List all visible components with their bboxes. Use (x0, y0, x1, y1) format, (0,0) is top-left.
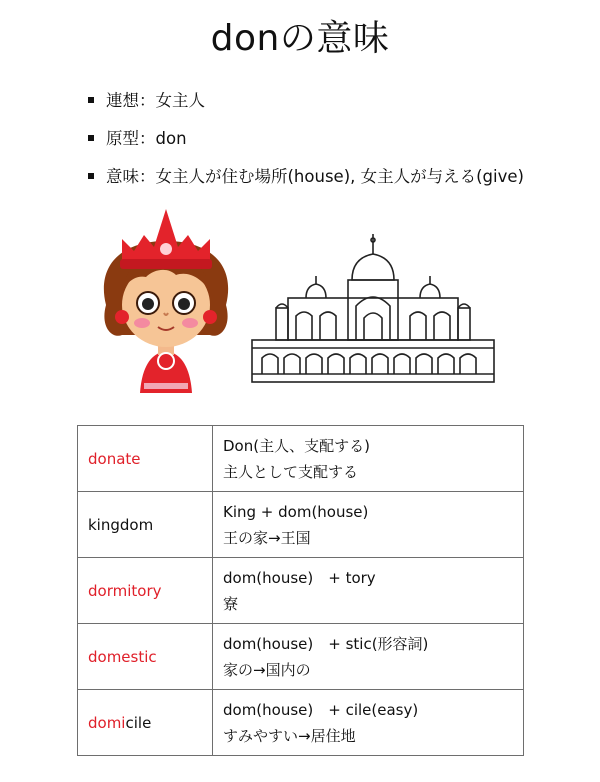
word-cell (78, 690, 213, 756)
word-cell (78, 624, 213, 690)
word-rest: cile (125, 713, 152, 732)
word-highlight: dormitory (88, 581, 162, 600)
meaning-line: 家の→国内の (223, 660, 311, 679)
meaning-line: すみやすい→居住地 (223, 726, 356, 745)
bullet-label: 原型： (106, 129, 156, 148)
word-highlight: donate (88, 449, 141, 468)
etymology-line: King + dom(house) (223, 502, 369, 521)
page-title: donの意味 (210, 18, 390, 59)
bullet-label: 意味： (106, 167, 156, 186)
etymology-line: dom(house) + tory (223, 568, 376, 587)
bullet-origin (88, 126, 524, 164)
table-row (78, 492, 524, 558)
table-row (78, 426, 524, 492)
palace-illustration (248, 228, 498, 386)
bullet-label: 連想： (106, 91, 156, 110)
bullet-icon (88, 135, 94, 141)
summary-list (88, 88, 524, 202)
bullet-association (88, 88, 524, 126)
meaning-line: 主人として支配する (223, 462, 359, 481)
table-row (78, 624, 524, 690)
word-highlight: domestic (88, 647, 157, 666)
bullet-icon (88, 97, 94, 103)
vocabulary-table (77, 425, 524, 756)
definition-cell (213, 492, 524, 558)
bullet-icon (88, 173, 94, 179)
etymology-line: dom(house) + stic(形容詞) (223, 634, 429, 653)
bullet-meaning (88, 164, 524, 202)
word-cell (78, 426, 213, 492)
table-row (78, 558, 524, 624)
word-cell (78, 558, 213, 624)
definition-cell (213, 426, 524, 492)
word-highlight: domi (88, 713, 126, 732)
definition-cell (213, 624, 524, 690)
queen-illustration (92, 205, 240, 395)
meaning-line: 王の家→王国 (223, 528, 311, 547)
bullet-value: 女主人 (155, 91, 205, 110)
definition-cell (213, 690, 524, 756)
etymology-line: Don(主人、支配する) (223, 436, 370, 455)
table-row (78, 690, 524, 756)
bullet-value: 女主人が住む場所(house), 女主人が与える(give) (155, 167, 524, 186)
meaning-line: 寮 (223, 594, 239, 613)
bullet-value: don (155, 129, 187, 148)
definition-cell (213, 558, 524, 624)
word-rest: kingdom (88, 515, 154, 534)
word-cell (78, 492, 213, 558)
etymology-line: dom(house) + cile(easy) (223, 700, 419, 719)
